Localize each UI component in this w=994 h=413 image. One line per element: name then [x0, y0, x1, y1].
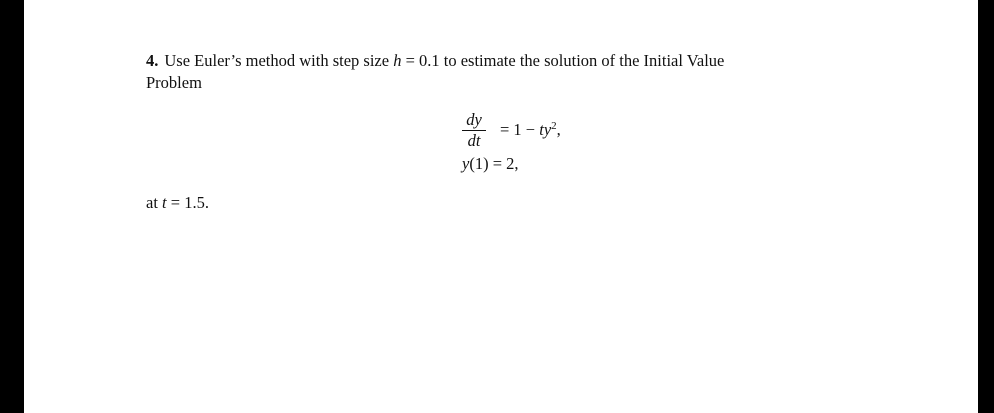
equation-rhs: [500, 120, 561, 140]
evaluation-prefix: at: [146, 193, 163, 212]
problem-text-line2: Problem: [146, 73, 202, 92]
right-black-border: [978, 0, 994, 413]
ic-variable: y: [462, 154, 470, 173]
differential-equation: [462, 108, 561, 152]
problem-statement: [146, 50, 886, 94]
evaluation-point: [146, 193, 209, 213]
rhs-exponent: 2: [551, 120, 557, 132]
derivative-fraction: [462, 111, 486, 150]
rhs-comma: ,: [556, 120, 561, 139]
fraction-denominator: dt: [467, 130, 481, 150]
ivp-equations: [462, 108, 561, 176]
problem-text-part2: = 0.1 to estimate the solution of the Initial Value: [401, 51, 725, 70]
problem-number: 4.: [146, 51, 159, 70]
rhs-variable: ty: [539, 120, 552, 139]
evaluation-variable: t: [162, 193, 167, 212]
initial-condition: [462, 152, 561, 176]
evaluation-text: = 1.5.: [166, 193, 209, 212]
problem-text-part1: Use Euler’s method with step size: [164, 51, 394, 70]
step-size-variable: h: [393, 51, 402, 70]
left-black-border: [0, 0, 24, 413]
rhs-text: = 1 −: [500, 120, 540, 139]
fraction-numerator: dy: [466, 109, 482, 129]
ic-text: (1) = 2,: [469, 154, 519, 173]
